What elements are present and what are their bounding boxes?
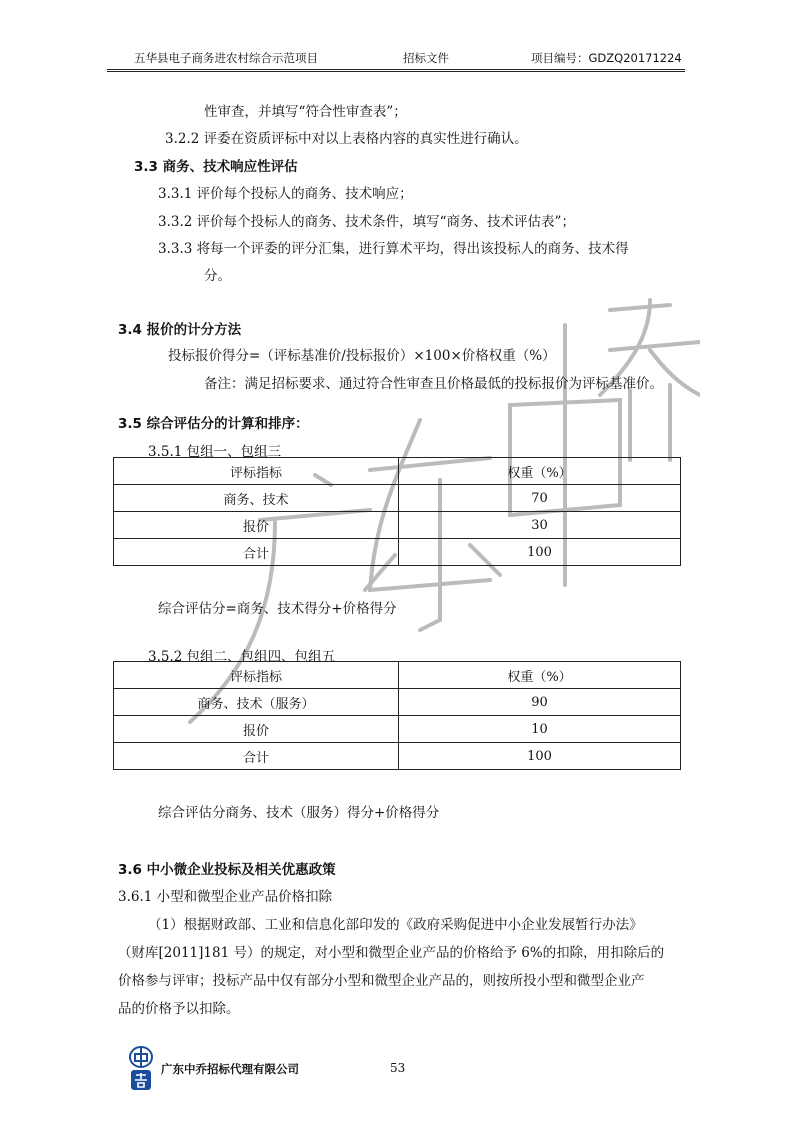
- table-cell: 100: [399, 743, 681, 770]
- table-row: [114, 539, 681, 566]
- section-heading-3-4: 3.4 报价的计分方法: [118, 322, 242, 338]
- header-doc-type: 招标文件: [403, 51, 449, 65]
- weight-table-1: [113, 457, 681, 566]
- table-header-cell: 权重（%）: [399, 662, 681, 689]
- table-cell: 商务、技术: [114, 485, 399, 512]
- table-header-cell: 权重（%）: [399, 458, 681, 485]
- table-row: [114, 512, 681, 539]
- weight-table-2: [113, 661, 681, 770]
- table-row: [114, 485, 681, 512]
- price-formula: 投标报价得分=（评标基准价/投标报价）×100×价格权重（%）: [168, 348, 556, 364]
- price-note: 备注：满足招标要求、通过符合性审查且价格最低的投标报价为评标基准价。: [204, 376, 663, 392]
- table1-caption: 3.5.1 包组一、包组三: [148, 444, 282, 460]
- table-cell: 合计: [114, 743, 399, 770]
- table-row: [114, 689, 681, 716]
- line-text: 3.3.2 评价每个投标人的商务、技术条件，填写“商务、技术评估表”；: [158, 214, 575, 230]
- header-project-number: 项目编号：GDZQ20171224: [531, 51, 682, 65]
- line-text: 3.2.2 评委在资质评标中对以上表格内容的真实性进行确认。: [165, 131, 528, 147]
- paragraph-line: （1）根据财政部、工业和信息化部印发的《政府采购促进中小企业发展暂行办法》: [148, 917, 643, 933]
- section-heading-3-3: 3.3 商务、技术响应性评估: [134, 159, 298, 175]
- table-header-row: [114, 458, 681, 485]
- page-number: 53: [390, 1061, 406, 1075]
- header-rule-second: [107, 71, 685, 72]
- table1-summary: 综合评估分=商务、技术得分+价格得分: [158, 601, 397, 617]
- table-header-row: [114, 662, 681, 689]
- table-cell: 报价: [114, 716, 399, 743]
- table-cell: 商务、技术（服务）: [114, 689, 399, 716]
- table-cell: 报价: [114, 512, 399, 539]
- table2-caption: 3.5.2 包组二、包组四、包组五: [148, 649, 336, 665]
- line-text: 性审查，并填写“符合性审查表”；: [204, 104, 407, 120]
- table-cell: 70: [399, 485, 681, 512]
- company-logo: [128, 1046, 154, 1092]
- footer-company-name: 广东中乔招标代理有限公司: [161, 1062, 299, 1076]
- header-rule: [107, 69, 685, 70]
- table-header-cell: 评标指标: [114, 458, 399, 485]
- subsection-heading-3-6-1: 3.6.1 小型和微型企业产品价格扣除: [118, 889, 333, 905]
- table-cell: 90: [399, 689, 681, 716]
- table-row: [114, 743, 681, 770]
- paragraph-line: 价格参与评审；投标产品中仅有部分小型和微型企业产品的，则按所投小型和微型企业产: [118, 973, 645, 989]
- line-text: 分。: [204, 268, 231, 284]
- paragraph-line: （财库[2011]181 号）的规定，对小型和微型企业产品的价格给予 6%的扣除，用扣除后的: [118, 945, 665, 961]
- table-cell: 合计: [114, 539, 399, 566]
- header-project-name: 五华县电子商务进农村综合示范项目: [134, 51, 318, 65]
- table2-summary: 综合评估分商务、技术（服务）得分+价格得分: [158, 805, 440, 821]
- table-cell: 30: [399, 512, 681, 539]
- table-row: [114, 716, 681, 743]
- table-cell: 10: [399, 716, 681, 743]
- table-header-cell: 评标指标: [114, 662, 399, 689]
- line-text: 3.3.3 将每一个评委的评分汇集，进行算术平均，得出该投标人的商务、技术得: [158, 241, 629, 257]
- line-text: 3.3.1 评价每个投标人的商务、技术响应；: [158, 186, 413, 202]
- paragraph-line: 品的价格予以扣除。: [118, 1001, 240, 1017]
- section-heading-3-5: 3.5 综合评估分的计算和排序：: [118, 416, 309, 432]
- section-heading-3-6: 3.6 中小微企业投标及相关优惠政策: [118, 862, 336, 878]
- table-cell: 100: [399, 539, 681, 566]
